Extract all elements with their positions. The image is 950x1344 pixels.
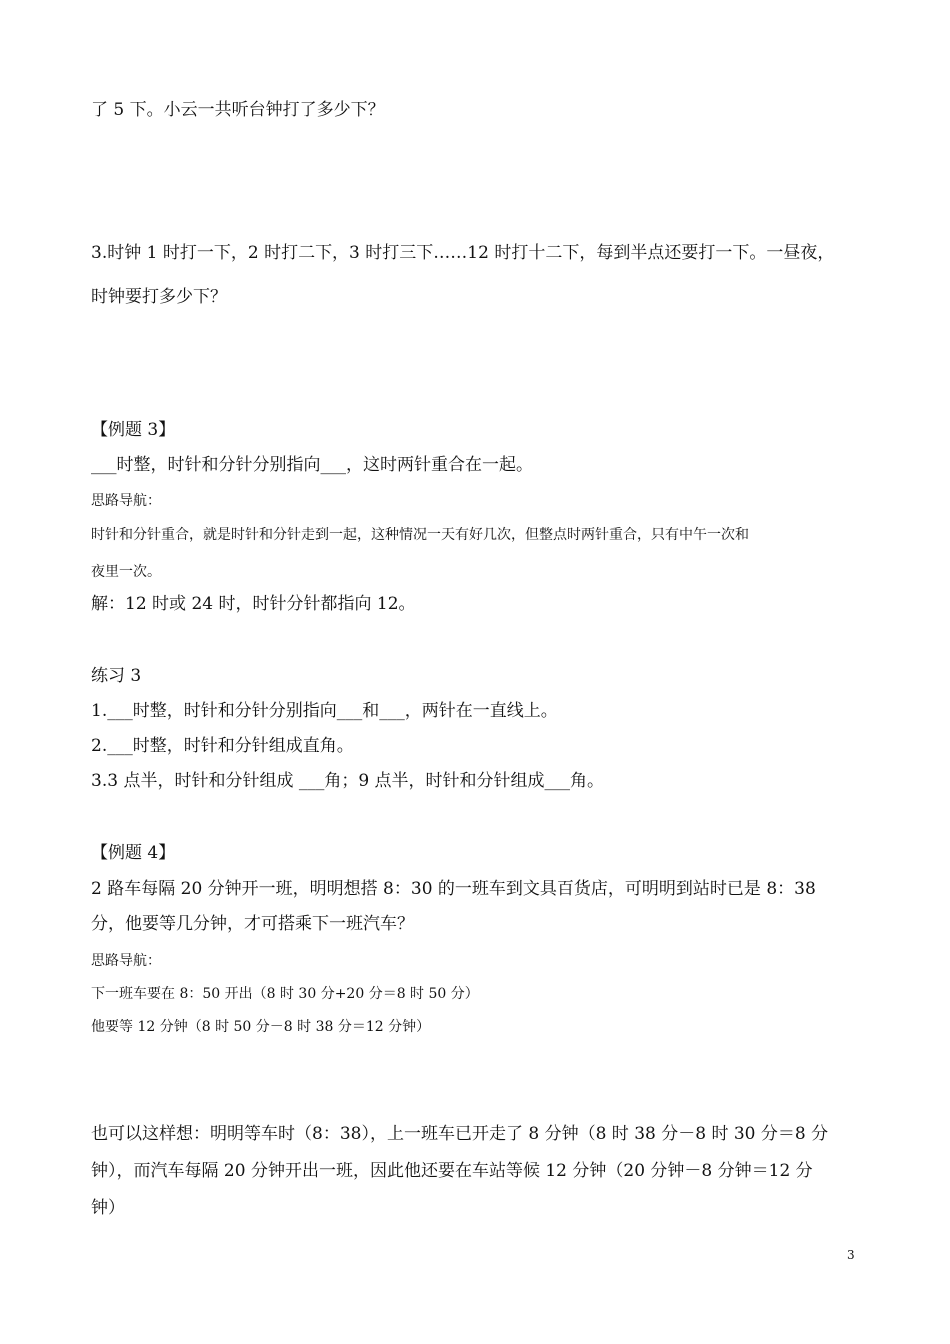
example-4-alt-line-3: 钟）	[91, 1198, 125, 1218]
example-4-alt-line-1: 也可以这样想：明明等车时（8：38），上一班车已开走了 8 分钟（8 时 38 分－8 时 30 分＝8 分	[91, 1124, 829, 1144]
example-4-alt-line-2: 钟），而汽车每隔 20 分钟开出一班，因此他还要在车站等候 12 分钟（20 分钟－8 分钟＝12 分	[91, 1161, 813, 1181]
example-4-hint-line-1: 下一班车要在 8：50 开出（8 时 30 分+20 分＝8 时 50 分）	[91, 986, 479, 1002]
example-3-question: ___时整，时针和分针分别指向___，这时两针重合在一起。	[91, 455, 533, 475]
example-4-question-line-1: 2 路车每隔 20 分钟开一班，明明想搭 8：30 的一班车到文具百货店，可明明到站时已是 8：38	[91, 879, 816, 899]
practice-3-item-1: 1.___时整，时针和分针分别指向___和___，两针在一直线上。	[91, 701, 558, 721]
example-4-hint-label: 思路导航：	[91, 953, 161, 969]
problem-3-line-2: 时钟要打多少下？	[91, 287, 227, 307]
problem-2-continuation: 了 5 下。小云一共听台钟打了多少下？	[91, 100, 385, 120]
problem-3-line-1: 3.时钟 1 时打一下，2 时打二下，3 时打三下……12 时打十二下，每到半点还要打一下。一昼夜，	[91, 243, 835, 263]
example-4-hint-line-2: 他要等 12 分钟（8 时 50 分－8 时 38 分＝12 分钟）	[91, 1019, 431, 1035]
practice-3-item-3: 3.3 点半，时针和分针组成 ___角；9 点半，时针和分针组成___角。	[91, 771, 605, 791]
example-3-heading: 【例题 3】	[91, 420, 176, 440]
page-number: 3	[847, 1248, 855, 1262]
example-3-hint-line-1: 时针和分针重合，就是时针和分针走到一起，这种情况一天有好几次，但整点时两针重合，只有中午一次和	[91, 527, 749, 543]
example-4-question-line-2: 分，他要等几分钟，才可搭乘下一班汽车？	[91, 914, 414, 934]
practice-3-heading: 练习 3	[91, 666, 142, 686]
example-3-solution: 解：12 时或 24 时，时针分针都指向 12。	[91, 594, 416, 614]
example-4-heading: 【例题 4】	[91, 843, 176, 863]
example-3-hint-label: 思路导航：	[91, 493, 161, 509]
practice-3-item-2: 2.___时整，时针和分针组成直角。	[91, 736, 354, 756]
example-3-hint-line-2: 夜里一次。	[91, 564, 161, 580]
